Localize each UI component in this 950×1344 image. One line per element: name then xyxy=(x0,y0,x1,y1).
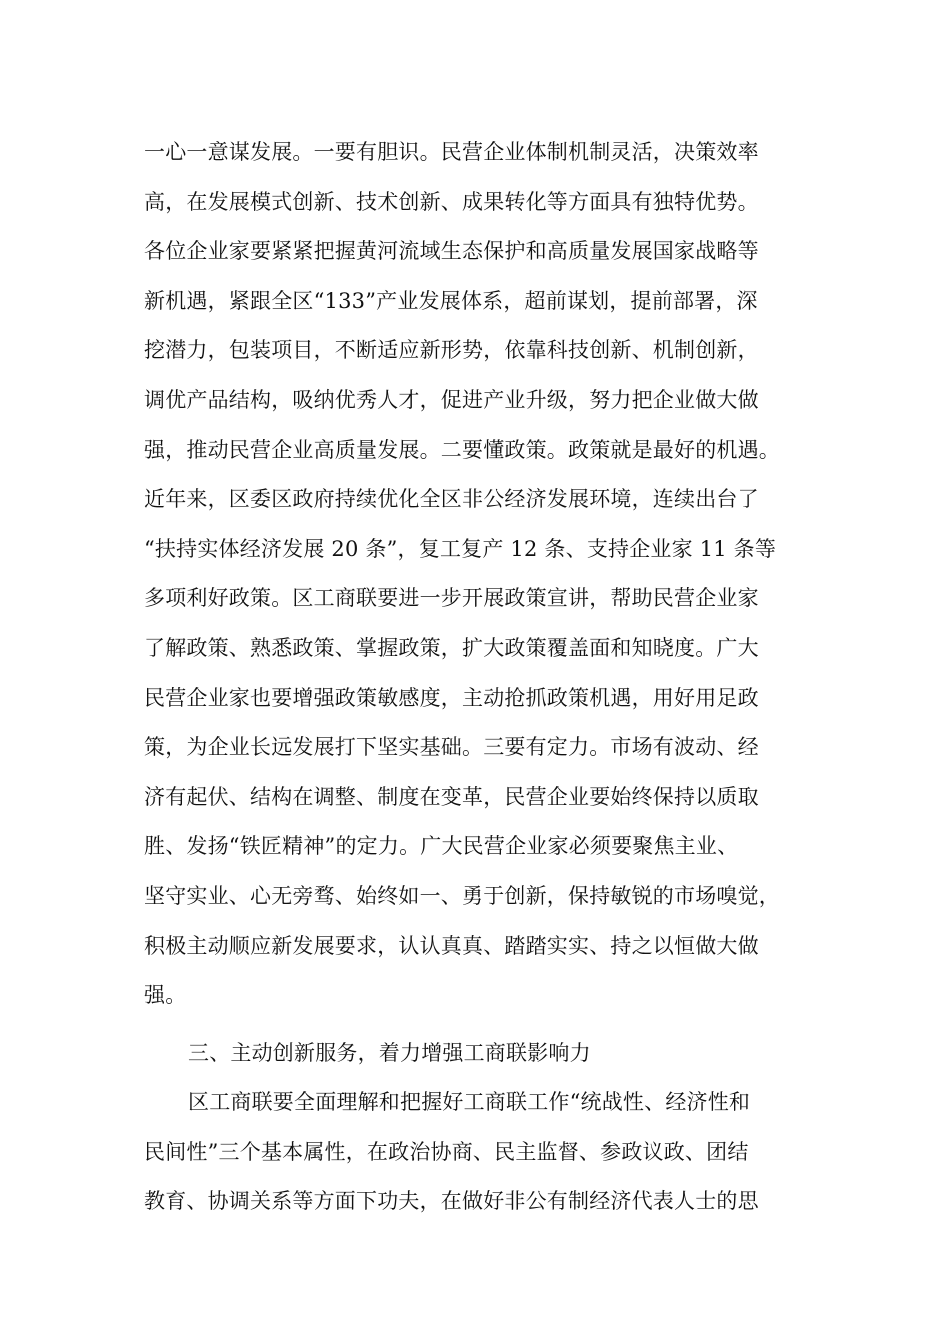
paragraph-spacing xyxy=(144,1021,824,1029)
text-line: 区工商联要全面理解和把握好工商联工作“统战性、经济性和 xyxy=(188,1090,751,1115)
text-line: 新机遇，紧跟全区“133”产业发展体系，超前谋划，提前部署，深 xyxy=(144,288,758,313)
text-line: 高，在发展模式创新、技术创新、成果转化等方面具有独特优势。 xyxy=(144,189,759,214)
text-line: 一心一意谋发展。一要有胆识。民营企业体制机制灵活，决策效率 xyxy=(144,140,759,164)
text-line: 强，推动民营企业高质量发展。二要懂政策。政策就是最好的机遇。 xyxy=(144,437,780,462)
text-line: 民间性”三个基本属性，在政治协商、民主监督、参政议政、团结 xyxy=(144,1139,749,1164)
text-line: 强。 xyxy=(144,983,187,1008)
text-line: 坚守实业、心无旁骛、始终如一、勇于创新，保持敏锐的市场嗅觉， xyxy=(144,883,780,908)
text-line: 济有起伏、结构在调整、制度在变革，民营企业要始终保持以质取 xyxy=(144,784,759,809)
paragraph xyxy=(144,1078,824,1227)
text-line: 了解政策、熟悉政策、掌握政策，扩大政策覆盖面和知晓度。广大 xyxy=(144,635,759,660)
text-line: 各位企业家要紧紧把握黄河流域生态保护和高质量发展国家战略等 xyxy=(144,239,759,264)
text-line: 调优产品结构，吸纳优秀人才，促进产业升级，努力把企业做大做 xyxy=(144,387,759,412)
text-line: “扶持实体经济发展 20 条”，复工复产 12 条、支持企业家 11 条等 xyxy=(144,536,777,561)
text-line: 积极主动顺应新发展要求，认认真真、踏踏实实、持之以恒做大做 xyxy=(144,933,759,958)
text-line: 挖潜力，包装项目，不断适应新形势，依靠科技创新、机制创新， xyxy=(144,338,759,363)
text-line: 近年来，区委区政府持续优化全区非公经济发展环境，连续出台了 xyxy=(144,487,759,512)
paragraph-continued xyxy=(144,128,824,1021)
text-line: 策，为企业长远发展打下坚实基础。三要有定力。市场有波动、经 xyxy=(144,735,759,760)
document-body xyxy=(144,128,824,1227)
text-line: 教育、协调关系等方面下功夫，在做好非公有制经济代表人士的思 xyxy=(144,1189,759,1214)
text-line: 胜、发扬“铁匠精神”的定力。广大民营企业家必须要聚焦主业、 xyxy=(144,834,739,859)
section-heading: 三、主动创新服务，着力增强工商联影响力 xyxy=(188,1040,591,1065)
text-line: 民营企业家也要增强政策敏感度，主动抢抓政策机遇，用好用足政 xyxy=(144,685,759,710)
text-line: 多项利好政策。区工商联要进一步开展政策宣讲，帮助民营企业家 xyxy=(144,586,759,611)
